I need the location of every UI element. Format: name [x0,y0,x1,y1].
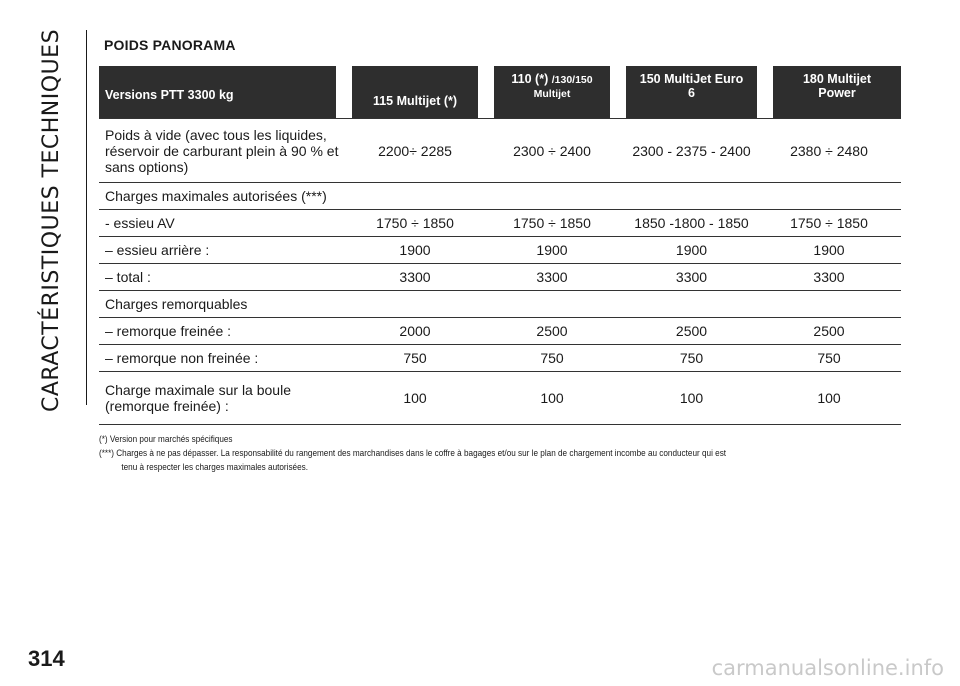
row-value: 2380 ÷ 2480 [790,142,868,159]
table-row [99,118,901,182]
side-chapter-title-text: CARACTÉRISTIQUES TECHNIQUES [39,28,65,412]
row-value: 2300 - 2375 - 2400 [632,142,751,159]
header-110-130-150 [494,66,610,118]
table-row [99,263,901,290]
table-row [99,371,901,425]
row-value: 1900 [399,242,431,258]
row-value: 3300 [536,269,568,285]
table-row [99,317,901,344]
section-title: POIDS PANORAMA [104,37,236,53]
row-value: 750 [540,350,564,366]
table-row [99,182,901,209]
site-watermark: carmanualsonline.info [711,656,944,680]
row-value: 1750 ÷ 1850 [513,215,591,231]
row-value: 100 [403,390,427,406]
footnote-2: (***) Charges à ne pas dépasser. La responsabilité du rangement des marchandises dans le coffre à bagages et/ou sur le plan de chargement incombe au conducteur qui est [99,448,727,459]
header-110-line1 [511,72,592,87]
footnote-1: (*) Version pour marchés spécifiques [99,434,233,445]
row-value: 750 [403,350,427,366]
header-180-line1: 180 Multijet [802,72,872,86]
header-versions-text: Versions PTT 3300 kg [105,88,234,102]
header-110-text: 110 (*) [511,72,552,86]
row-value: 3300 [399,269,431,285]
table-row [99,290,901,317]
row-value: 2000 [399,323,431,339]
row-value: 100 [817,390,841,406]
weights-table [99,66,901,425]
row-label: – remorque non freinée : [105,350,259,366]
row-value: 100 [540,390,564,406]
row-value: 750 [679,350,704,366]
row-value: 1750 ÷ 1850 [790,215,868,231]
row-value: 2300 ÷ 2400 [513,142,591,159]
row-value: 2500 [675,323,708,339]
row-label: Charges remorquables [105,296,248,312]
header-115-multijet [352,66,478,118]
footnotes [99,434,787,476]
row-label: – remorque freinée : [105,323,232,339]
row-value: 1900 [536,242,568,258]
row-label: - essieu AV [105,215,175,231]
row-label: – essieu arrière : [105,242,210,258]
header-180-power [773,66,901,118]
header-110-line2: Multijet [533,88,571,100]
header-150-euro6 [626,66,757,118]
table-row [99,209,901,236]
row-value: 100 [679,390,704,406]
row-value: 2500 [536,323,568,339]
header-versions [99,66,336,118]
header-130-150-text: /130/150 [551,74,593,86]
table-row [99,236,901,263]
row-value: 1850 -1800 - 1850 [634,215,749,231]
row-value: 1750 ÷ 1850 [376,215,454,231]
header-115-text: 115 Multijet (*) [372,94,458,108]
header-150-line2: 6 [688,86,695,100]
side-chapter-title [22,30,82,410]
row-label: Poids à vide (avec tous les liquides, réservoir de carburant plein à 90 % et sans options) [105,126,339,175]
page-number: 314 [28,646,65,671]
row-value: 750 [817,350,841,366]
chapter-divider [86,30,87,405]
table-row [99,344,901,371]
header-180-line2: Power [818,86,856,100]
row-value: 1900 [675,242,708,258]
row-value: 3300 [675,269,708,285]
row-value: 1900 [813,242,845,258]
row-label: Charge maximale sur la boule (remorque freinée) : [105,382,291,414]
header-150-line1: 150 MultiJet Euro [639,72,744,86]
row-label: Charges maximales autorisées (***) [105,188,327,204]
row-value: 3300 [813,269,845,285]
row-label: – total : [105,269,151,285]
row-value: 2200÷ 2285 [378,142,452,159]
row-value: 2500 [813,323,845,339]
table-header [99,66,901,118]
footnote-2-continued: tenu à respecter les charges maximales autorisées. [121,462,309,473]
